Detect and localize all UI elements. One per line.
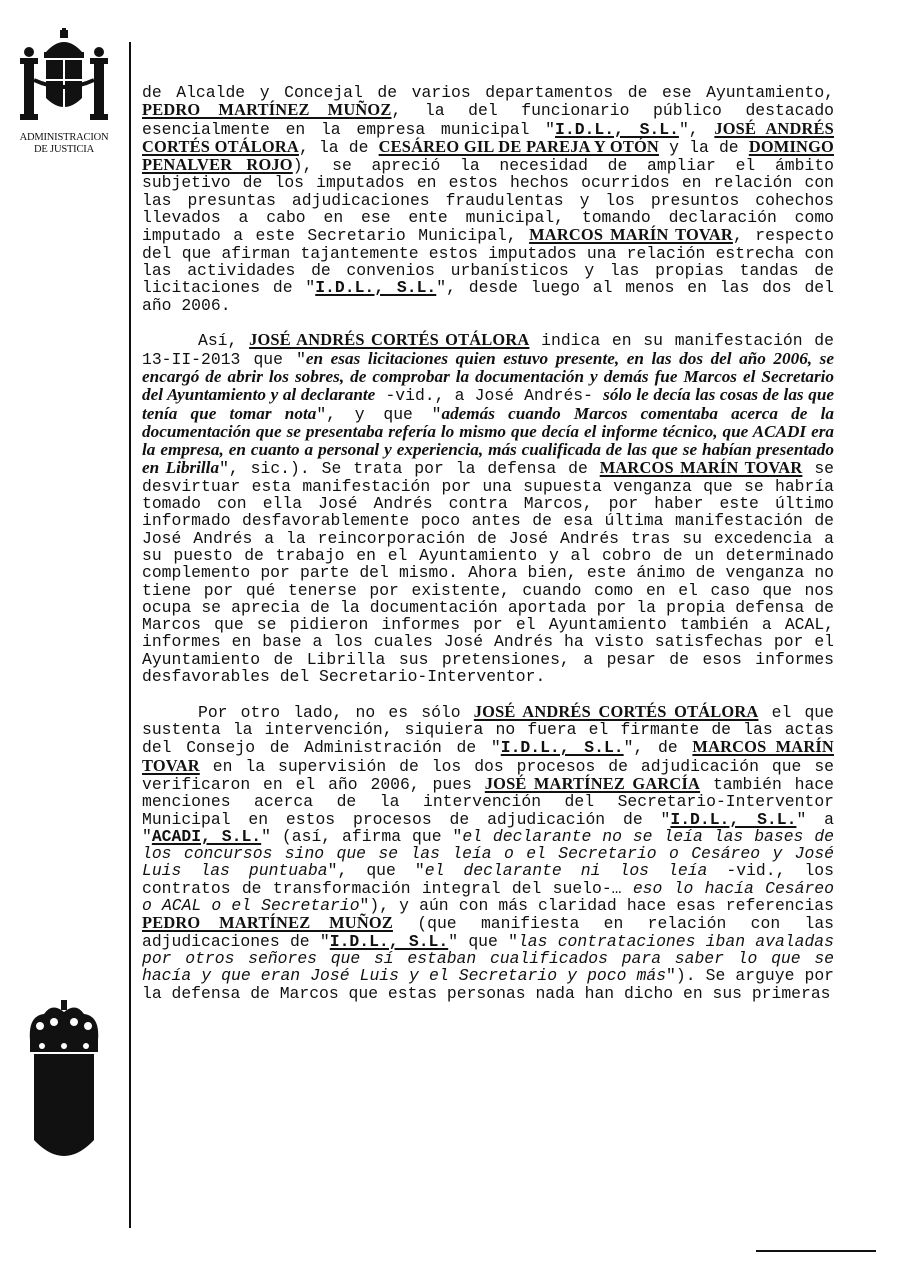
footnote-line [756,1250,876,1252]
name-highlight: PEDRO MARTÍNEZ MUÑOZ [142,913,393,933]
text-run: , la del funcionario público destacado esencialmente en la empresa municipal " [142,101,834,139]
text-run: ), se apreció la necesidad de ampliar el ámbito subjetivo de los imputados en estos hechos ocurridos en relación con las presuntas adjudicaciones fraudulentas y los presuntos cohechos llevados a cabo en ese ente municipal, tomando declaración como imputado a este Secretario Municipal, [142,156,834,246]
quote-bold-italic: además cuando Marcos comentaba acerca de la documentación que se presentaba refería lo mismo que decía el informe técnico, que ACADI era la empresa, en cuanto a personal y experiencia, más cualificada de las que se habían presentado en Librilla [142,403,834,478]
name-highlight: MARCOS MARÍN TOVAR [599,458,803,478]
text-run: Por otro lado, no es sólo [198,702,474,722]
text-run: ", de [623,738,693,758]
name-highlight: DOMINGO PENALVER ROJO [142,136,834,175]
name-highlight: JOSÉ ANDRÉS CORTÉS OTÁLORA [473,701,759,721]
company-highlight: I.D.L., S.L. [315,278,437,298]
header-seal [14,28,114,156]
text-run: "). Se arguye por la defensa de Marcos que estas personas nada han dicho en sus primeras [142,966,835,1003]
company-highlight: I.D.L., S.L. [500,738,624,758]
text-run: Así, [198,331,250,351]
text-run: en la supervisión de los dos procesos de adjudicación que se verificaron en el año 2006, pues [142,756,834,794]
text-run: " (así, afirma que " [261,826,463,846]
organization-line-2: DE JUSTICIA [34,144,94,155]
quote-italic: el declarante ni los leía [424,861,708,881]
company-highlight: I.D.L., S.L. [555,119,679,139]
paragraph-2 [142,331,834,685]
text-run: , la de [298,137,379,157]
quote-italic: las contrataciones iban avaladas por otros señores que sí estaban cualificados para saber lo que se hacía y que eran José Luis y el Secretario y poco más [142,931,834,986]
text-run: ", [678,119,715,139]
document-body [142,84,834,1019]
name-highlight: PEDRO MARTÍNEZ MUÑOZ [142,100,392,120]
text-run: ", sic.). Se trata por la defensa de [219,459,600,479]
name-highlight: MARCOS MARÍN TOVAR [529,225,733,245]
margin-rule [129,42,131,1228]
quote-bold-italic: en esas licitaciones quien estuvo presente, en las dos del año 2006, se encargó de abrir los sobres, de comprobar la documentación y demás fue Marcos el Secretario del Ayuntamiento y al declarante [142,348,834,405]
quote-italic: el declarante no se leía las bases de los concursos sino que se las leía o el Secretario o Cesáreo y José Luis las puntuaba [142,826,834,881]
organization-line-1: ADMINISTRACION [19,132,109,143]
text-run: indica en su manifestación de 13-II-2013 que " [142,331,834,369]
text-run: " a " [142,809,834,846]
text-run: ", y que " [316,404,442,424]
paragraph-3 [142,703,834,1002]
name-highlight: MARCOS MARÍN TOVAR [142,737,834,775]
name-highlight: CESÁREO GIL DE PAREJA Y OTÓN [378,136,659,156]
text-run: , respecto del que afirman tajantemente estos imputados una relación estrecha con las actividades de convenios urbanísticos y las propias tandas de licitaciones de " [142,226,834,298]
text-run: "), y aún con más claridad hace esas referencias [359,896,834,916]
text-run: " que " [448,931,518,951]
municipal-coat-of-arms-icon [24,1000,104,1170]
paragraph-1 [142,84,834,314]
name-highlight: JOSÉ ANDRÉS CORTÉS OTÁLORA [249,330,530,350]
text-run: ", desde luego al menos en las dos del año 2006. [142,278,834,315]
text-run: -vid., los contratos de transformación integral del suelo-… [142,861,834,898]
quote-italic: eso lo hacía Cesáreo o ACAL o el Secretario [142,878,834,916]
company-highlight: ACADI, S.L. [151,826,262,846]
text-run: ", que " [327,861,425,881]
company-highlight: I.D.L., S.L. [670,809,797,829]
text-run: (que manifiesta en relación con las adjudicaciones de " [142,914,834,951]
municipal-seal [24,1000,104,1175]
spanish-coat-of-arms-icon [16,28,112,128]
text-run: y la de [658,137,749,157]
name-highlight: JOSÉ ANDRÉS CORTÉS OTÁLORA [142,118,834,156]
text-run: -vid., a José Andrés- [375,386,604,406]
text-run: también hace menciones acerca de la intervención del Secretario-Interventor Municipal en estos procesos de adjudicación de " [142,774,835,829]
text-run: el que sustenta la intervención, siquiera no fuera el firmante de las actas del Consejo de Administración de " [142,702,834,758]
organization-name [14,132,114,156]
text-run: se desvirtuar esta manifestación por una supuesta venganza que se habría tomado con ella José Andrés contra Marcos, por haber este último informado desfavorablemente poco antes de esa última manifestación de José Andrés a la reincorporación de José Andrés tras su excedencia a su puesto de trabajo en el Ayuntamiento y al cobro de un determinado complemento por parte del mismo. Ahora bien, este ánimo de venganza no tiene por qué tenerse por existente, cuando como en el caso que nos ocupa se aprecia de la documentación aportada por la propia defensa de Marcos que se pidieron informes por el Ayuntamiento también a ACAL, informes en base a los cuales José Andrés ha visto satisfechas por el Ayuntamiento de Librilla sus pretensiones, a pesar de esos informes desfavorables del Secretario-Interventor. [142,459,834,686]
name-highlight: JOSÉ MARTÍNEZ GARCÍA [484,773,701,793]
text-run: de Alcalde y Concejal de varios departamentos de ese Ayuntamiento, [142,83,834,102]
company-highlight: I.D.L., S.L. [329,931,449,951]
quote-bold-italic: sólo le decía las cosas de las que tenía que tomar nota [142,385,835,423]
